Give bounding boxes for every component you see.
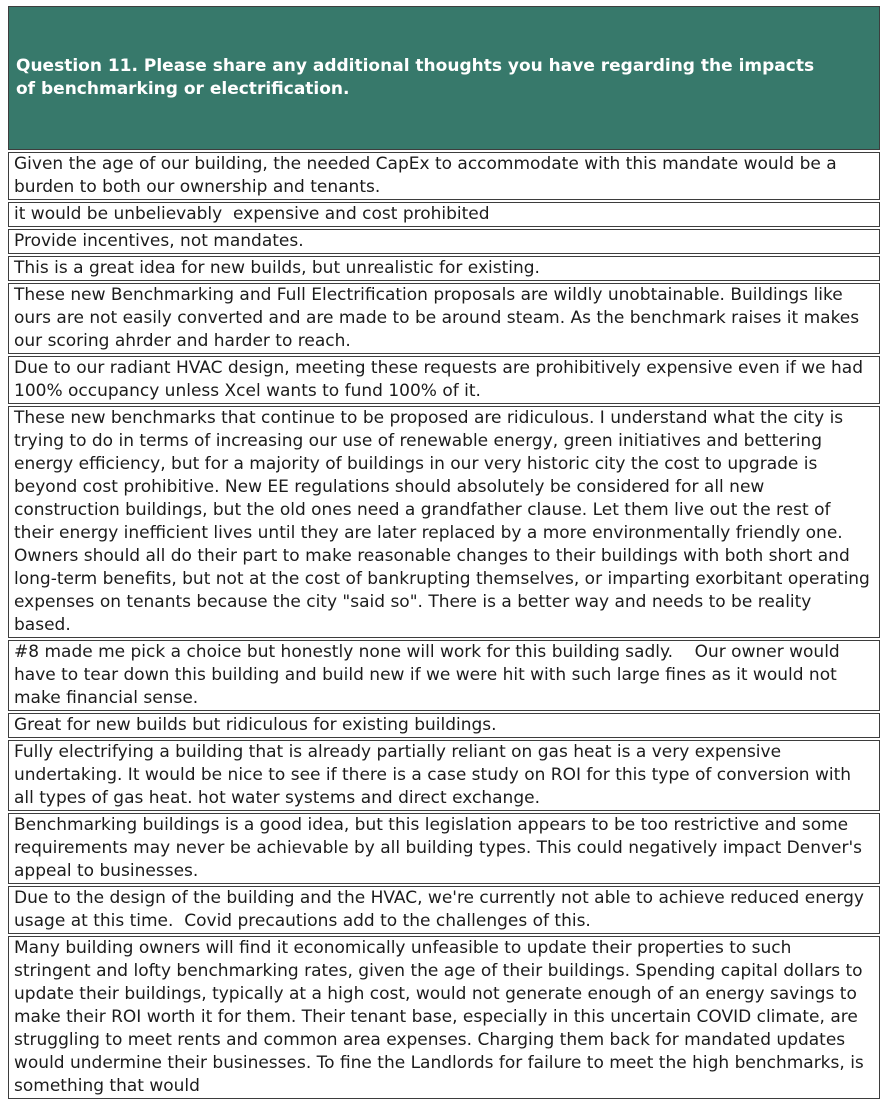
response-row: Many building owners will find it economically unfeasible to update their properties to such stringent and lofty benchmarking rates, given the age of their buildings. Spending capital dollars to update their buildings, typically at a high cost, would not generate enough of an energy savings to make their ROI worth it for them. Their tenant base, especially in this uncertain COVID climate, are struggling to meet rents and common area expenses. Charging them back for mandated updates would undermine their businesses. To fine the Landlords for failure to meet the high benchmarks, is something that would (8, 936, 880, 1099)
question-title: Question 11. Please share any additional thoughts you have regarding the impacts of benchmarking or electrification. (16, 56, 820, 99)
response-row: These new Benchmarking and Full Electrification proposals are wildly unobtainable. Buildings like ours are not easily converted and are made to be around steam. As the benchmark raises it makes our scoring ahrder and harder to reach. (8, 283, 880, 354)
response-row: Great for new builds but ridiculous for existing buildings. (8, 713, 880, 738)
response-row: Benchmarking buildings is a good idea, but this legislation appears to be too restrictive and some requirements may never be achievable by all building types. This could negatively impact Denver's appeal to businesses. (8, 813, 880, 884)
response-row: Due to our radiant HVAC design, meeting these requests are prohibitively expensive even if we had 100% occupancy unless Xcel wants to fund 100% of it. (8, 356, 880, 404)
response-row: Given the age of our building, the needed CapEx to accommodate with this mandate would be a burden to both our ownership and tenants. (8, 152, 880, 200)
response-row: Fully electrifying a building that is already partially reliant on gas heat is a very expensive undertaking. It would be nice to see if there is a case study on ROI for this type of conversion with all types of gas heat. hot water systems and direct exchange. (8, 740, 880, 811)
response-rows (8, 152, 880, 1099)
response-row: Due to the design of the building and the HVAC, we're currently not able to achieve reduced energy usage at this time. Covid precautions add to the challenges of this. (8, 886, 880, 934)
response-row: Provide incentives, not mandates. (8, 229, 880, 254)
response-row: These new benchmarks that continue to be proposed are ridiculous. I understand what the city is trying to do in terms of increasing our use of renewable energy, green initiatives and bettering energy efficiency, but for a majority of buildings in our very historic city the cost to upgrade is beyond cost prohibitive. New EE regulations should absolutely be considered for all new construction buildings, but the old ones need a grandfather clause. Let them live out the rest of their energy inefficient lives until they are later replaced by a more environmentally friendly one. Owners should all do their part to make reasonable changes to their buildings with both short and long-term benefits, but not at the cost of bankrupting themselves, or imparting exorbitant operating expenses on tenants because the city "said so". There is a better way and needs to be reality based. (8, 406, 880, 638)
response-row: #8 made me pick a choice but honestly none will work for this building sadly. Our owner would have to tear down this building and build new if we were hit with such large fines as it would not make financial sense. (8, 640, 880, 711)
response-row: This is a great idea for new builds, but unrealistic for existing. (8, 256, 880, 281)
question-header (8, 6, 880, 150)
response-row: it would be unbelievably expensive and cost prohibited (8, 202, 880, 227)
survey-responses-table (8, 6, 880, 1099)
